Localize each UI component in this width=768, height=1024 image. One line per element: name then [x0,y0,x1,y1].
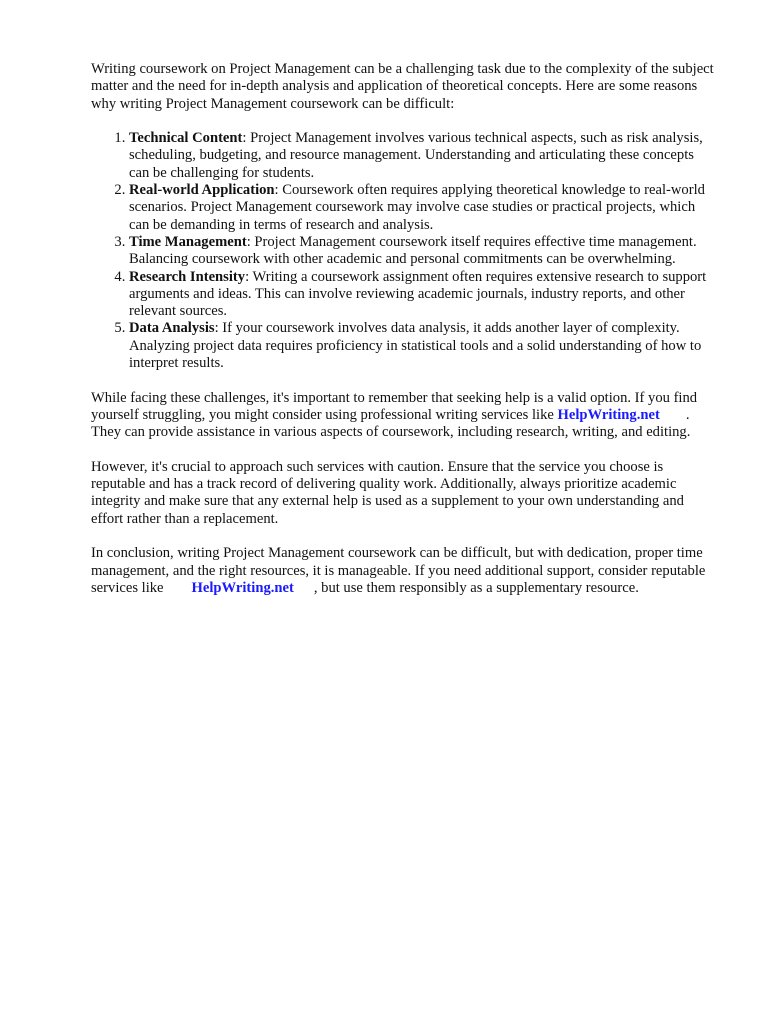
list-item-real-world-application [129,182,717,234]
reason-term: Data Analysis [129,320,215,337]
reason-text: : Project Management involves various technical aspects, such as risk analysis, scheduling, budgeting, and resource management. Understanding and articulating these concepts can be challenging for students. [129,130,703,181]
conclusion-text-after: , but use them responsibly as a supplementary resource. [313,579,639,596]
document-page [91,61,717,615]
helpwriting-link-conclusion[interactable]: HelpWriting.net [191,579,294,596]
reason-text: : If your coursework involves data analysis, it adds another layer of complexity. Analyzing project data requires proficiency in statistical tools and a solid understanding of how to interpret results. [129,320,702,372]
help-text-before: While facing these challenges, it's important to remember that seeking help is a valid option. If you find yourself struggling, you might consider using professional writing services like [91,389,698,423]
caution-paragraph: However, it's crucial to approach such services with caution. Ensure that the service you choose is reputable and has a track record of delivering quality work. Additionally, always prioritize academic integrity and make sure that any external help is used as a supplement to your own understanding and effort rather than a replacement. [91,458,684,527]
helpwriting-link[interactable]: HelpWriting.net [557,406,660,423]
reason-term: Time Management [129,233,247,250]
list-item-technical-content [129,130,717,182]
list-item-time-management [129,234,717,269]
list-item-research-intensity [129,269,717,321]
intro-paragraph: Writing coursework on Project Management can be a challenging task due to the complexity of the subject matter and the need for in-depth analysis and application of theoretical concepts. Here are some reasons why writing Project Management coursework can be difficult: [91,61,714,112]
reason-term: Research Intensity [129,268,246,285]
reason-term: Technical Content [129,130,243,147]
conclusion-paragraph [91,545,717,597]
reason-text: : Project Management coursework itself requires effective time management. Balancing coursework with other academic and personal commitments can be overwhelming. [129,233,697,268]
reason-text: : Coursework often requires applying theoretical knowledge to real-world scenarios. Project Management coursework may involve case studies or practical projects, which can be demanding in terms of research and analysis. [129,182,705,233]
reasons-list [91,130,717,372]
reason-text: : Writing a coursework assignment often requires extensive research to support arguments and ideas. This can involve reviewing academic journals, industry reports, and other relevant sources. [129,268,707,320]
help-paragraph [91,390,717,442]
reason-term: Real-world Application [129,182,275,199]
list-item-data-analysis [129,320,717,372]
conclusion-text-before: In conclusion, writing Project Management coursework can be difficult, but with dedication, proper time management, and the right resources, it is manageable. If you need additional support, consider reputable services like [91,545,706,596]
help-text-after: . They can provide assistance in various aspects of coursework, including research, writing, and editing. [91,406,691,441]
